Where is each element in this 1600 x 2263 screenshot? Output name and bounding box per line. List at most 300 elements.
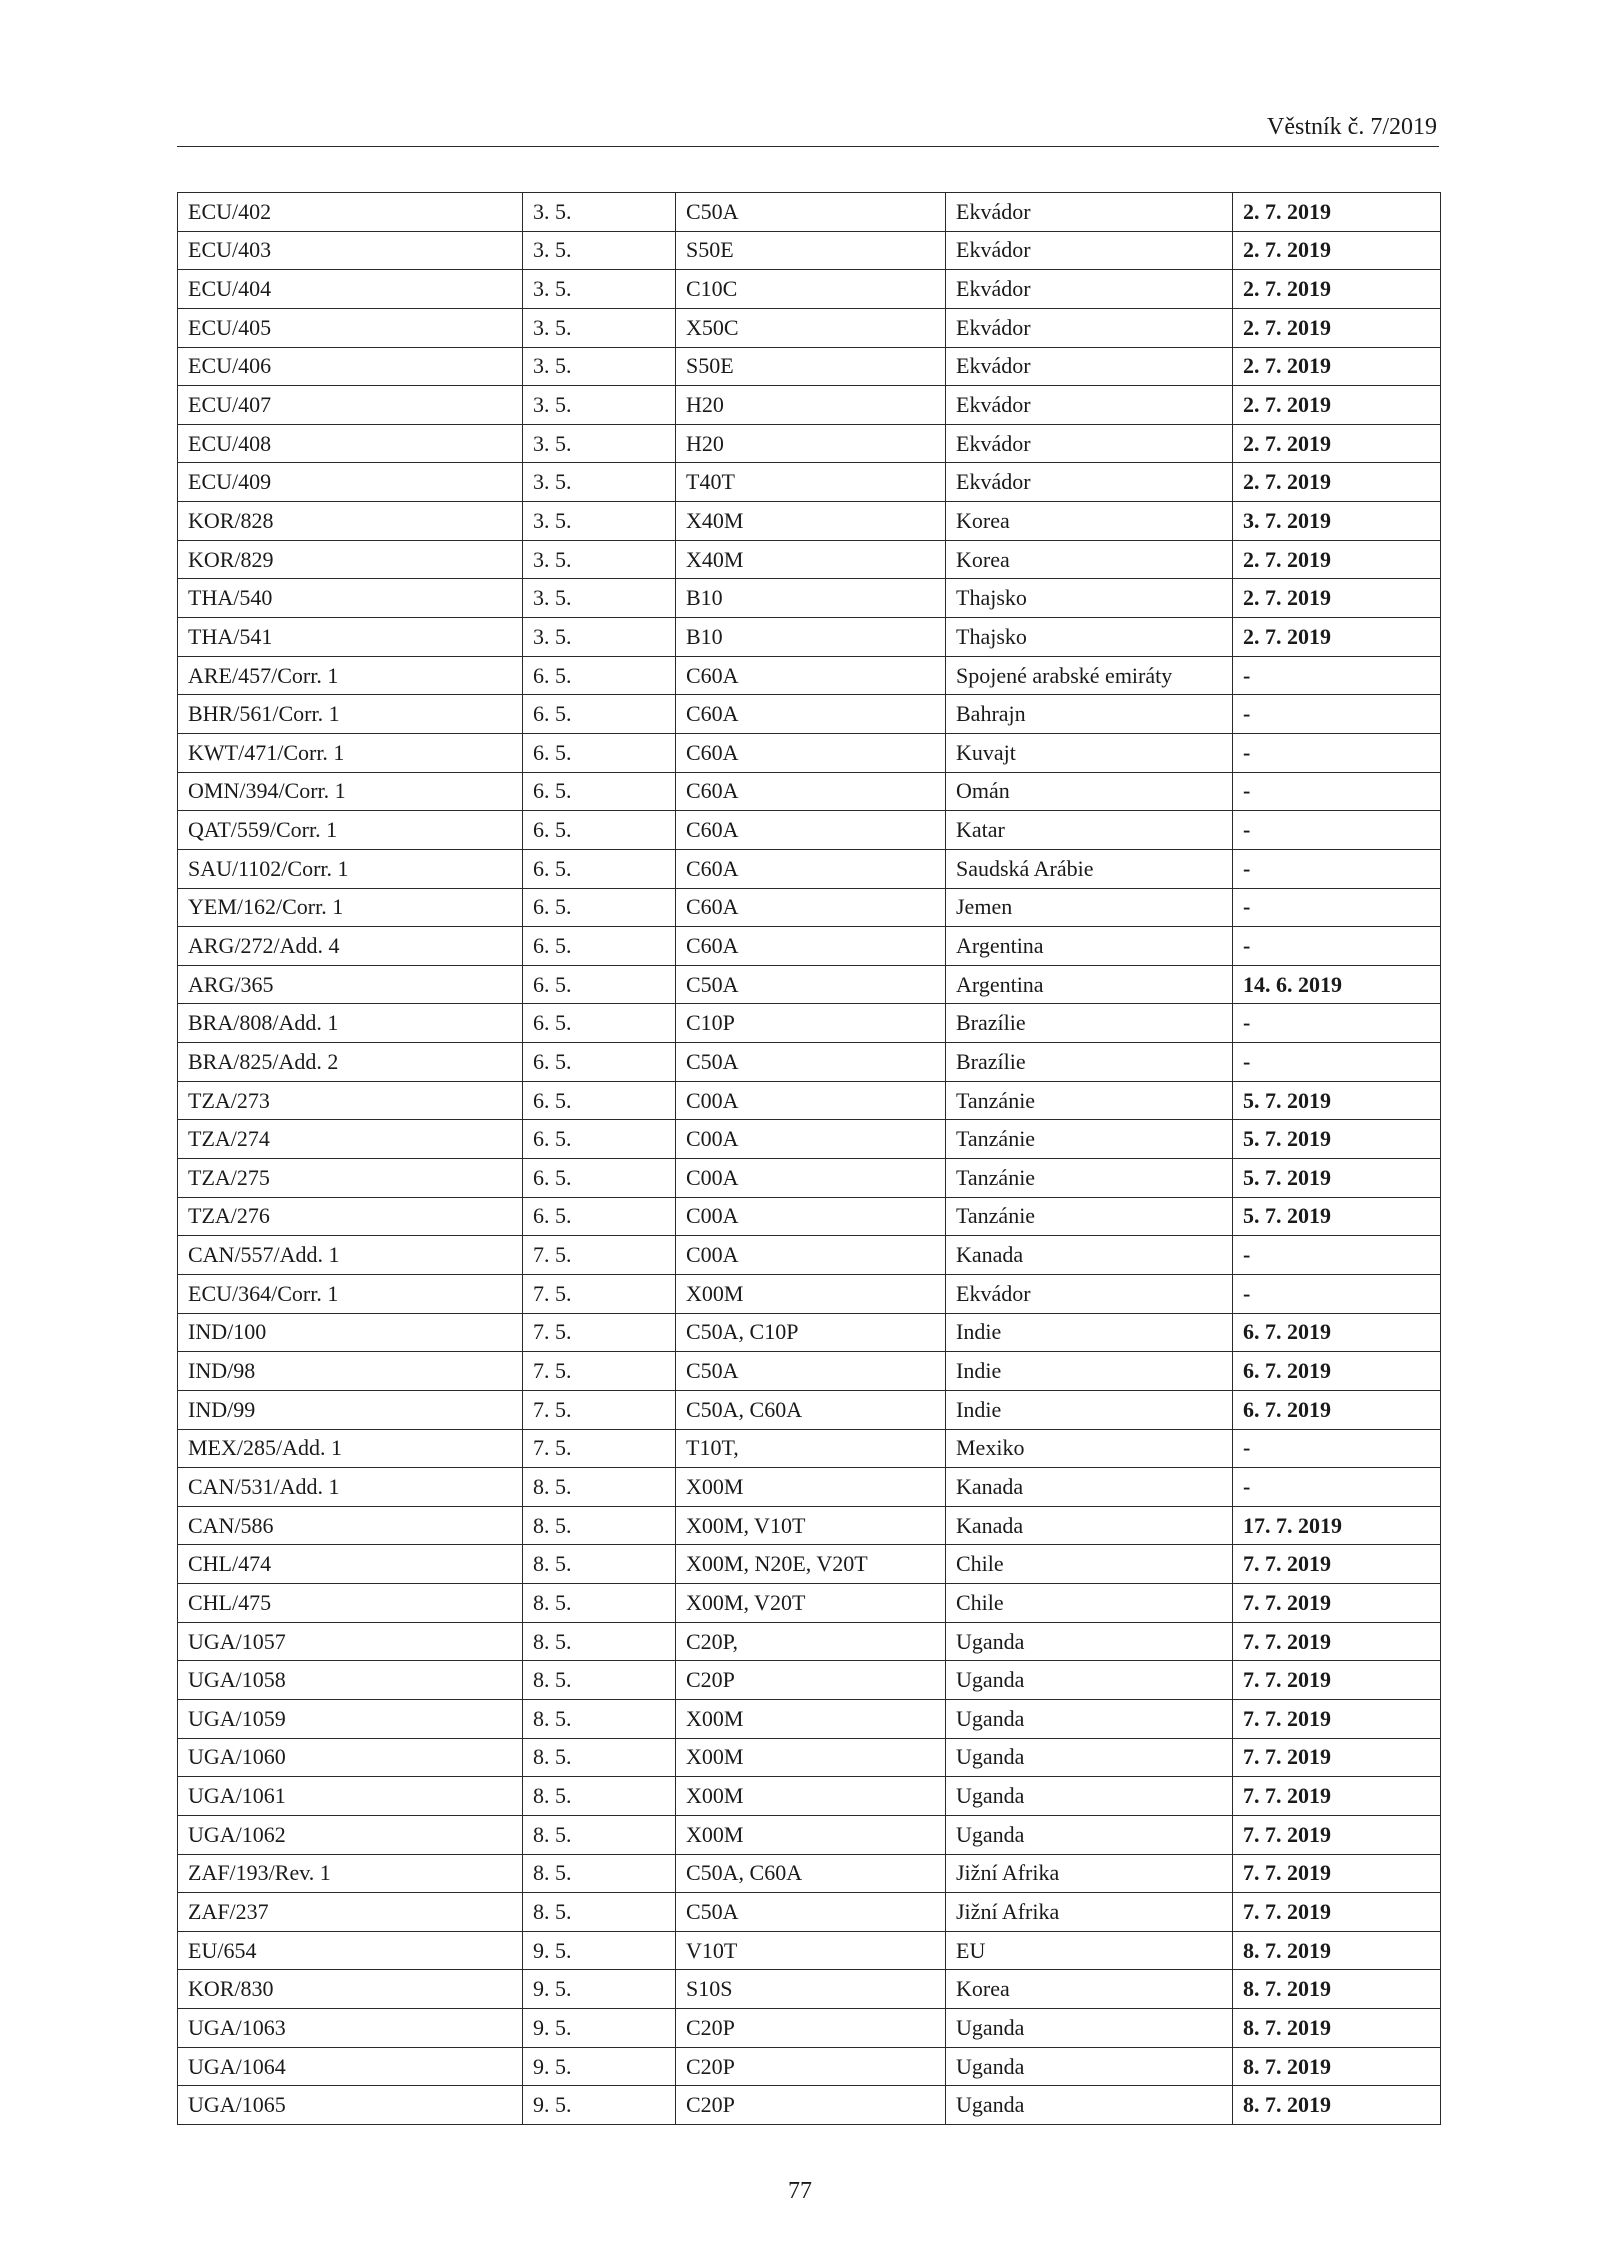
table-row (178, 1777, 1441, 1816)
document-code-cell: ARG/365 (178, 965, 523, 1004)
table-row (178, 1815, 1441, 1854)
notification-date-cell: 8. 5. (523, 1661, 676, 1700)
code-cell: C50A, C10P (676, 1313, 946, 1352)
code-cell: X40M (676, 502, 946, 541)
deadline-date-cell: - (1233, 695, 1441, 734)
code-cell: C00A (676, 1197, 946, 1236)
notification-date-cell: 7. 5. (523, 1352, 676, 1391)
table-row (178, 849, 1441, 888)
table-row (178, 656, 1441, 695)
code-cell: H20 (676, 424, 946, 463)
document-code-cell: UGA/1062 (178, 1815, 523, 1854)
code-cell: X00M (676, 1699, 946, 1738)
document-code-cell: ARG/272/Add. 4 (178, 927, 523, 966)
code-cell: X00M (676, 1274, 946, 1313)
notification-date-cell: 8. 5. (523, 1738, 676, 1777)
notification-date-cell: 3. 5. (523, 502, 676, 541)
country-cell: Uganda (946, 2047, 1233, 2086)
deadline-date-cell: 6. 7. 2019 (1233, 1313, 1441, 1352)
notification-date-cell: 6. 5. (523, 888, 676, 927)
notification-date-cell: 3. 5. (523, 540, 676, 579)
table-row (178, 1584, 1441, 1623)
deadline-date-cell: 5. 7. 2019 (1233, 1081, 1441, 1120)
deadline-date-cell: 2. 7. 2019 (1233, 193, 1441, 232)
table-row (178, 1390, 1441, 1429)
notification-date-cell: 8. 5. (523, 1893, 676, 1932)
code-cell: X00M (676, 1815, 946, 1854)
country-cell: Indie (946, 1313, 1233, 1352)
code-cell: C50A, C60A (676, 1390, 946, 1429)
code-cell: T40T (676, 463, 946, 502)
deadline-date-cell: 5. 7. 2019 (1233, 1159, 1441, 1198)
country-cell: Chile (946, 1545, 1233, 1584)
code-cell: X40M (676, 540, 946, 579)
document-code-cell: CHL/474 (178, 1545, 523, 1584)
country-cell: Uganda (946, 1661, 1233, 1700)
country-cell: Indie (946, 1352, 1233, 1391)
table-row (178, 231, 1441, 270)
deadline-date-cell: - (1233, 1236, 1441, 1275)
table-row (178, 347, 1441, 386)
deadline-date-cell: 8. 7. 2019 (1233, 2047, 1441, 2086)
table-row (178, 733, 1441, 772)
country-cell: Ekvádor (946, 308, 1233, 347)
code-cell: C20P, (676, 1622, 946, 1661)
document-code-cell: BRA/825/Add. 2 (178, 1043, 523, 1082)
deadline-date-cell: 2. 7. 2019 (1233, 231, 1441, 270)
deadline-date-cell: 2. 7. 2019 (1233, 386, 1441, 425)
code-cell: C60A (676, 733, 946, 772)
country-cell: Kanada (946, 1236, 1233, 1275)
table-row (178, 1738, 1441, 1777)
document-code-cell: ECU/402 (178, 193, 523, 232)
table-row (178, 1545, 1441, 1584)
notification-date-cell: 9. 5. (523, 2009, 676, 2048)
code-cell: C50A, C60A (676, 1854, 946, 1893)
page-number: 77 (788, 2178, 812, 2204)
country-cell: Ekvádor (946, 270, 1233, 309)
notification-date-cell: 6. 5. (523, 1159, 676, 1198)
table-row (178, 965, 1441, 1004)
notification-date-cell: 6. 5. (523, 1081, 676, 1120)
deadline-date-cell: - (1233, 927, 1441, 966)
code-cell: C50A (676, 1043, 946, 1082)
table-row (178, 1893, 1441, 1932)
document-code-cell: TZA/275 (178, 1159, 523, 1198)
notification-date-cell: 6. 5. (523, 733, 676, 772)
code-cell: C60A (676, 772, 946, 811)
code-cell: C00A (676, 1081, 946, 1120)
table-row (178, 193, 1441, 232)
country-cell: Mexiko (946, 1429, 1233, 1468)
code-cell: C50A (676, 1893, 946, 1932)
code-cell: H20 (676, 386, 946, 425)
country-cell: Thajsko (946, 618, 1233, 657)
table-row (178, 579, 1441, 618)
table-row (178, 2086, 1441, 2125)
code-cell: X00M, V10T (676, 1506, 946, 1545)
notification-date-cell: 3. 5. (523, 424, 676, 463)
notification-date-cell: 3. 5. (523, 618, 676, 657)
document-code-cell: IND/99 (178, 1390, 523, 1429)
code-cell: T10T, (676, 1429, 946, 1468)
deadline-date-cell: 2. 7. 2019 (1233, 463, 1441, 502)
notification-date-cell: 8. 5. (523, 1777, 676, 1816)
table-row (178, 1854, 1441, 1893)
table-row (178, 1661, 1441, 1700)
table-body (178, 193, 1441, 2125)
document-code-cell: IND/100 (178, 1313, 523, 1352)
deadline-date-cell: 7. 7. 2019 (1233, 1545, 1441, 1584)
document-code-cell: UGA/1065 (178, 2086, 523, 2125)
document-code-cell: KOR/830 (178, 1970, 523, 2009)
deadline-date-cell: 5. 7. 2019 (1233, 1120, 1441, 1159)
table-row (178, 308, 1441, 347)
notification-date-cell: 7. 5. (523, 1429, 676, 1468)
table-row (178, 1468, 1441, 1507)
document-code-cell: MEX/285/Add. 1 (178, 1429, 523, 1468)
code-cell: C60A (676, 849, 946, 888)
deadline-date-cell: - (1233, 1429, 1441, 1468)
deadline-date-cell: - (1233, 1043, 1441, 1082)
country-cell: Ekvádor (946, 193, 1233, 232)
code-cell: C50A (676, 965, 946, 1004)
deadline-date-cell: 7. 7. 2019 (1233, 1738, 1441, 1777)
table-row (178, 927, 1441, 966)
deadline-date-cell: 8. 7. 2019 (1233, 2086, 1441, 2125)
deadline-date-cell: 7. 7. 2019 (1233, 1893, 1441, 1932)
deadline-date-cell: 7. 7. 2019 (1233, 1661, 1441, 1700)
country-cell: Tanzánie (946, 1197, 1233, 1236)
notification-date-cell: 6. 5. (523, 965, 676, 1004)
code-cell: X00M (676, 1777, 946, 1816)
table-row (178, 1043, 1441, 1082)
deadline-date-cell: 8. 7. 2019 (1233, 1931, 1441, 1970)
code-cell: C60A (676, 927, 946, 966)
notification-date-cell: 6. 5. (523, 1120, 676, 1159)
document-code-cell: IND/98 (178, 1352, 523, 1391)
code-cell: C00A (676, 1236, 946, 1275)
country-cell: Ekvádor (946, 463, 1233, 502)
table-row (178, 1274, 1441, 1313)
country-cell: Jemen (946, 888, 1233, 927)
document-code-cell: QAT/559/Corr. 1 (178, 811, 523, 850)
document-code-cell: BHR/561/Corr. 1 (178, 695, 523, 734)
notification-date-cell: 9. 5. (523, 2047, 676, 2086)
country-cell: Uganda (946, 1738, 1233, 1777)
deadline-date-cell: 17. 7. 2019 (1233, 1506, 1441, 1545)
country-cell: Argentina (946, 965, 1233, 1004)
deadline-date-cell: 7. 7. 2019 (1233, 1854, 1441, 1893)
country-cell: Korea (946, 502, 1233, 541)
document-code-cell: UGA/1057 (178, 1622, 523, 1661)
country-cell: Tanzánie (946, 1120, 1233, 1159)
document-code-cell: ECU/403 (178, 231, 523, 270)
document-code-cell: ECU/406 (178, 347, 523, 386)
notification-date-cell: 8. 5. (523, 1545, 676, 1584)
table-row (178, 502, 1441, 541)
notification-date-cell: 6. 5. (523, 1197, 676, 1236)
document-code-cell: ECU/364/Corr. 1 (178, 1274, 523, 1313)
code-cell: C60A (676, 695, 946, 734)
page-header (177, 112, 1439, 147)
document-code-cell: UGA/1058 (178, 1661, 523, 1700)
document-code-cell: ECU/405 (178, 308, 523, 347)
notification-date-cell: 3. 5. (523, 579, 676, 618)
document-code-cell: OMN/394/Corr. 1 (178, 772, 523, 811)
table-row (178, 2009, 1441, 2048)
code-cell: C10P (676, 1004, 946, 1043)
document-code-cell: TZA/274 (178, 1120, 523, 1159)
code-cell: X00M, N20E, V20T (676, 1545, 946, 1584)
notification-date-cell: 8. 5. (523, 1854, 676, 1893)
country-cell: Brazílie (946, 1004, 1233, 1043)
table-row (178, 695, 1441, 734)
code-cell: C20P (676, 2086, 946, 2125)
table-row (178, 386, 1441, 425)
table-row (178, 1931, 1441, 1970)
document-code-cell: ECU/404 (178, 270, 523, 309)
code-cell: C10C (676, 270, 946, 309)
table-row (178, 811, 1441, 850)
country-cell: EU (946, 1931, 1233, 1970)
code-cell: S50E (676, 231, 946, 270)
code-cell: C50A (676, 193, 946, 232)
document-code-cell: ECU/409 (178, 463, 523, 502)
document-code-cell: TZA/273 (178, 1081, 523, 1120)
table-row (178, 618, 1441, 657)
deadline-date-cell: 2. 7. 2019 (1233, 347, 1441, 386)
table-row (178, 1159, 1441, 1198)
deadline-date-cell: 6. 7. 2019 (1233, 1390, 1441, 1429)
notification-date-cell: 7. 5. (523, 1274, 676, 1313)
document-code-cell: EU/654 (178, 1931, 523, 1970)
country-cell: Ekvádor (946, 1274, 1233, 1313)
country-cell: Uganda (946, 2009, 1233, 2048)
document-code-cell: ECU/407 (178, 386, 523, 425)
document-code-cell: THA/541 (178, 618, 523, 657)
country-cell: Thajsko (946, 579, 1233, 618)
code-cell: C00A (676, 1159, 946, 1198)
code-cell: X00M (676, 1738, 946, 1777)
deadline-date-cell: 6. 7. 2019 (1233, 1352, 1441, 1391)
document-code-cell: KOR/829 (178, 540, 523, 579)
country-cell: Kanada (946, 1468, 1233, 1507)
deadline-date-cell: 2. 7. 2019 (1233, 424, 1441, 463)
code-cell: C00A (676, 1120, 946, 1159)
notification-date-cell: 3. 5. (523, 270, 676, 309)
table-row (178, 1081, 1441, 1120)
table-row (178, 1506, 1441, 1545)
deadline-date-cell: 8. 7. 2019 (1233, 2009, 1441, 2048)
table-row (178, 1622, 1441, 1661)
country-cell: Ekvádor (946, 231, 1233, 270)
code-cell: C60A (676, 656, 946, 695)
notification-date-cell: 6. 5. (523, 656, 676, 695)
notification-date-cell: 3. 5. (523, 386, 676, 425)
deadline-date-cell: 2. 7. 2019 (1233, 618, 1441, 657)
deadline-date-cell: 7. 7. 2019 (1233, 1777, 1441, 1816)
code-cell: X00M (676, 1468, 946, 1507)
country-cell: Jižní Afrika (946, 1893, 1233, 1932)
country-cell: Uganda (946, 1622, 1233, 1661)
code-cell: S50E (676, 347, 946, 386)
code-cell: C20P (676, 2009, 946, 2048)
country-cell: Chile (946, 1584, 1233, 1623)
document-code-cell: TZA/276 (178, 1197, 523, 1236)
country-cell: Omán (946, 772, 1233, 811)
code-cell: B10 (676, 579, 946, 618)
document-code-cell: UGA/1059 (178, 1699, 523, 1738)
country-cell: Katar (946, 811, 1233, 850)
notification-date-cell: 8. 5. (523, 1506, 676, 1545)
deadline-date-cell: - (1233, 811, 1441, 850)
notification-date-cell: 3. 5. (523, 231, 676, 270)
document-code-cell: ZAF/237 (178, 1893, 523, 1932)
notification-date-cell: 9. 5. (523, 1931, 676, 1970)
table-row (178, 1120, 1441, 1159)
country-cell: Jižní Afrika (946, 1854, 1233, 1893)
document-code-cell: UGA/1061 (178, 1777, 523, 1816)
table-row (178, 1004, 1441, 1043)
table-row (178, 1313, 1441, 1352)
notification-date-cell: 3. 5. (523, 347, 676, 386)
code-cell: C20P (676, 2047, 946, 2086)
table-row (178, 772, 1441, 811)
code-cell: C60A (676, 811, 946, 850)
country-cell: Korea (946, 1970, 1233, 2009)
notification-date-cell: 6. 5. (523, 772, 676, 811)
deadline-date-cell: 5. 7. 2019 (1233, 1197, 1441, 1236)
country-cell: Uganda (946, 1777, 1233, 1816)
deadline-date-cell: - (1233, 1274, 1441, 1313)
deadline-date-cell: - (1233, 849, 1441, 888)
deadline-date-cell: 14. 6. 2019 (1233, 965, 1441, 1004)
notifications-table (177, 192, 1441, 2125)
country-cell: Argentina (946, 927, 1233, 966)
notification-date-cell: 6. 5. (523, 927, 676, 966)
deadline-date-cell: - (1233, 772, 1441, 811)
table-row (178, 1970, 1441, 2009)
table-row (178, 270, 1441, 309)
notification-date-cell: 6. 5. (523, 695, 676, 734)
notification-date-cell: 8. 5. (523, 1584, 676, 1623)
country-cell: Korea (946, 540, 1233, 579)
document-code-cell: SAU/1102/Corr. 1 (178, 849, 523, 888)
code-cell: X00M, V20T (676, 1584, 946, 1623)
country-cell: Ekvádor (946, 424, 1233, 463)
document-code-cell: UGA/1063 (178, 2009, 523, 2048)
document-code-cell: YEM/162/Corr. 1 (178, 888, 523, 927)
table-row (178, 1197, 1441, 1236)
document-code-cell: CAN/531/Add. 1 (178, 1468, 523, 1507)
deadline-date-cell: 2. 7. 2019 (1233, 579, 1441, 618)
notification-date-cell: 9. 5. (523, 2086, 676, 2125)
table-row (178, 424, 1441, 463)
document-code-cell: CAN/586 (178, 1506, 523, 1545)
table-row (178, 1429, 1441, 1468)
notification-date-cell: 7. 5. (523, 1390, 676, 1429)
code-cell: C50A (676, 1352, 946, 1391)
deadline-date-cell: 2. 7. 2019 (1233, 308, 1441, 347)
notification-date-cell: 3. 5. (523, 193, 676, 232)
country-cell: Spojené arabské emiráty (946, 656, 1233, 695)
deadline-date-cell: 3. 7. 2019 (1233, 502, 1441, 541)
country-cell: Tanzánie (946, 1159, 1233, 1198)
deadline-date-cell: - (1233, 1468, 1441, 1507)
table-row (178, 540, 1441, 579)
notification-date-cell: 8. 5. (523, 1468, 676, 1507)
country-cell: Ekvádor (946, 386, 1233, 425)
country-cell: Indie (946, 1390, 1233, 1429)
document-code-cell: THA/540 (178, 579, 523, 618)
notification-date-cell: 3. 5. (523, 308, 676, 347)
document-code-cell: CAN/557/Add. 1 (178, 1236, 523, 1275)
notification-date-cell: 7. 5. (523, 1236, 676, 1275)
code-cell: X50C (676, 308, 946, 347)
table-row (178, 1699, 1441, 1738)
document-code-cell: CHL/475 (178, 1584, 523, 1623)
deadline-date-cell: - (1233, 733, 1441, 772)
country-cell: Kanada (946, 1506, 1233, 1545)
country-cell: Uganda (946, 1699, 1233, 1738)
country-cell: Kuvajt (946, 733, 1233, 772)
deadline-date-cell: 7. 7. 2019 (1233, 1815, 1441, 1854)
table-row (178, 1352, 1441, 1391)
code-cell: C20P (676, 1661, 946, 1700)
deadline-date-cell: 7. 7. 2019 (1233, 1584, 1441, 1623)
country-cell: Bahrajn (946, 695, 1233, 734)
code-cell: B10 (676, 618, 946, 657)
document-code-cell: KWT/471/Corr. 1 (178, 733, 523, 772)
country-cell: Saudská Arábie (946, 849, 1233, 888)
notification-date-cell: 8. 5. (523, 1699, 676, 1738)
journal-title: Věstník č. 7/2019 (1267, 114, 1437, 140)
deadline-date-cell: - (1233, 656, 1441, 695)
document-code-cell: ZAF/193/Rev. 1 (178, 1854, 523, 1893)
notification-date-cell: 6. 5. (523, 1004, 676, 1043)
notification-date-cell: 6. 5. (523, 1043, 676, 1082)
code-cell: C60A (676, 888, 946, 927)
document-code-cell: UGA/1064 (178, 2047, 523, 2086)
deadline-date-cell: 2. 7. 2019 (1233, 540, 1441, 579)
document-code-cell: UGA/1060 (178, 1738, 523, 1777)
code-cell: S10S (676, 1970, 946, 2009)
notification-date-cell: 6. 5. (523, 849, 676, 888)
deadline-date-cell: - (1233, 1004, 1441, 1043)
country-cell: Tanzánie (946, 1081, 1233, 1120)
deadline-date-cell: 8. 7. 2019 (1233, 1970, 1441, 2009)
notification-date-cell: 7. 5. (523, 1313, 676, 1352)
notification-date-cell: 3. 5. (523, 463, 676, 502)
notification-date-cell: 6. 5. (523, 811, 676, 850)
table-row (178, 2047, 1441, 2086)
deadline-date-cell: - (1233, 888, 1441, 927)
document-code-cell: BRA/808/Add. 1 (178, 1004, 523, 1043)
code-cell: V10T (676, 1931, 946, 1970)
notification-date-cell: 8. 5. (523, 1622, 676, 1661)
document-code-cell: ECU/408 (178, 424, 523, 463)
country-cell: Ekvádor (946, 347, 1233, 386)
deadline-date-cell: 7. 7. 2019 (1233, 1699, 1441, 1738)
table-row (178, 1236, 1441, 1275)
country-cell: Brazílie (946, 1043, 1233, 1082)
deadline-date-cell: 2. 7. 2019 (1233, 270, 1441, 309)
table-row (178, 888, 1441, 927)
country-cell: Uganda (946, 2086, 1233, 2125)
notification-date-cell: 8. 5. (523, 1815, 676, 1854)
document-code-cell: KOR/828 (178, 502, 523, 541)
